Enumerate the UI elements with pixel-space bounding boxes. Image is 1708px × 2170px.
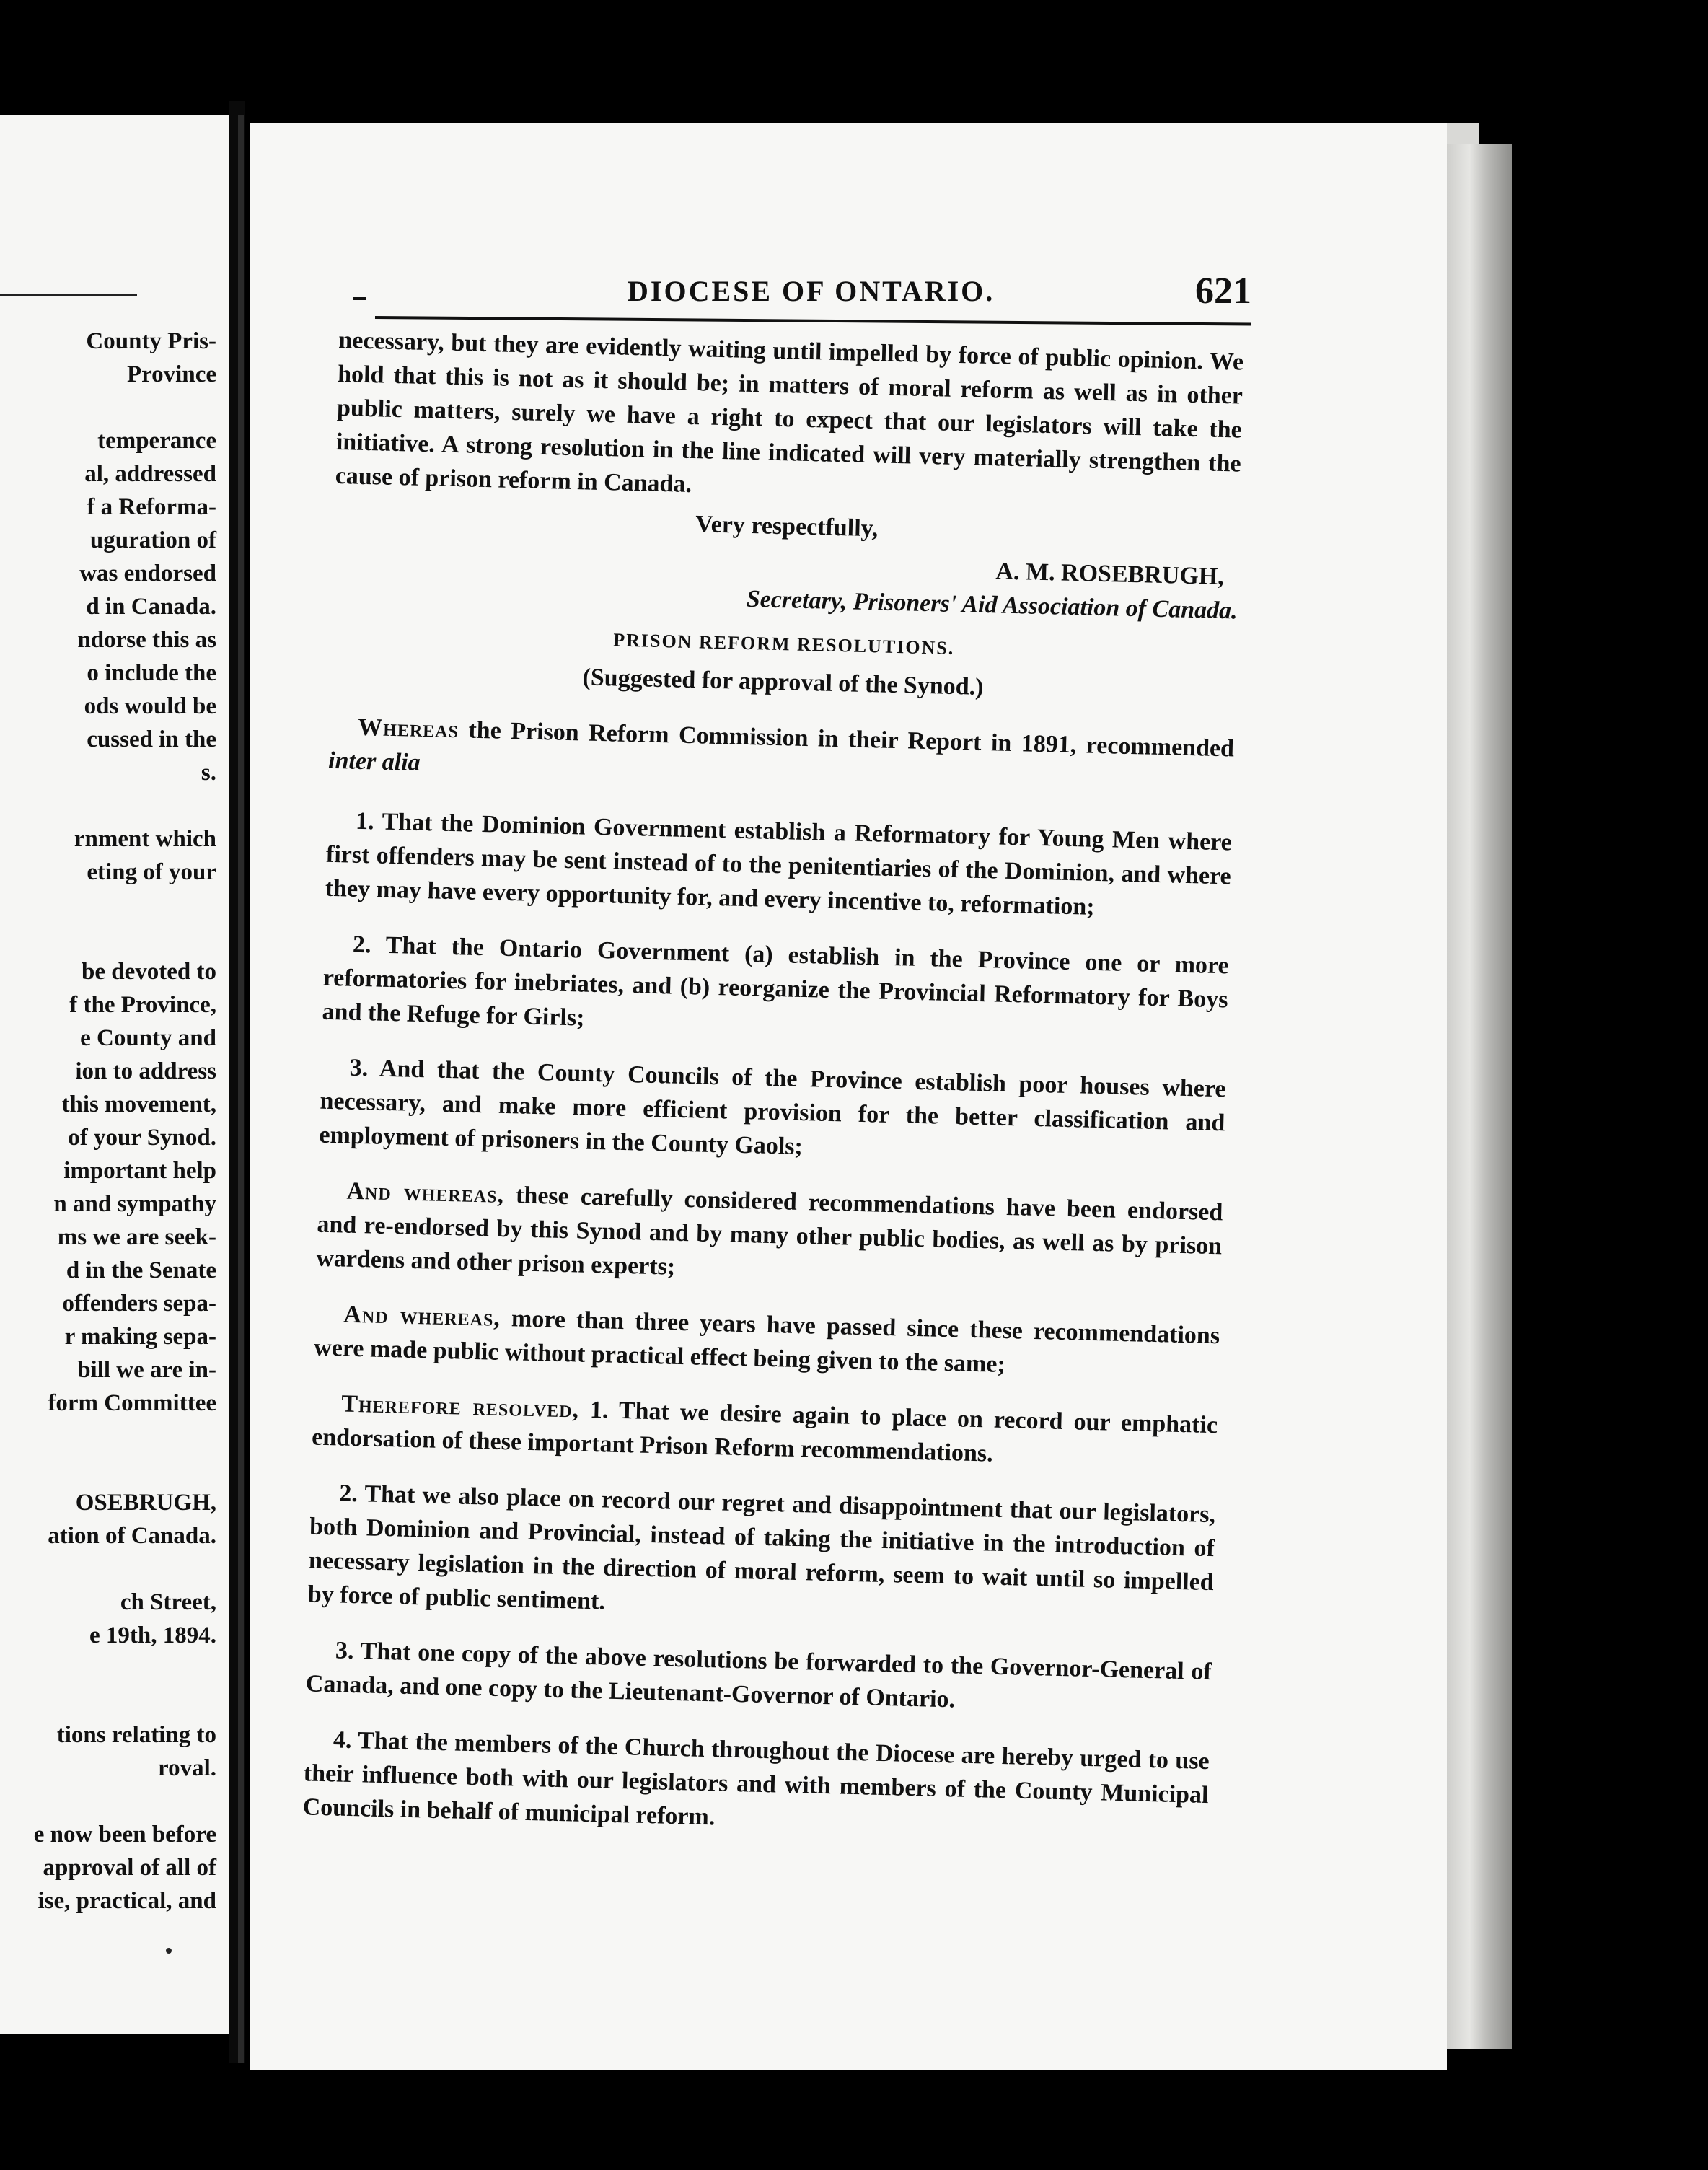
left-page-line xyxy=(0,922,216,955)
left-page-line: f a Reforma- xyxy=(87,494,216,520)
left-page-line: e now been before xyxy=(33,1822,216,1848)
left-page-line: approval of all of xyxy=(43,1855,216,1881)
left-page-line: n and sympathy xyxy=(53,1191,216,1217)
left-page-line: Province xyxy=(126,361,216,387)
letter-paragraph: necessary, but they are evidently waiting until impelled by force of public opinion. We hold that this is not as it should be; in matters of moral reform as well as in other public matters, surely we have a right to expect that our legislators will take the initiative. A strong resolution in the line indicated will very materially strengthen the cause of prison reform in Canada. xyxy=(335,326,1244,498)
left-page-line: ise, practical, and xyxy=(38,1888,216,1914)
page-fore-edge xyxy=(1447,144,1512,2049)
left-page-line: e County and xyxy=(80,1025,216,1051)
whereas-lead: Whereas xyxy=(357,713,459,744)
letter-signature: A. M. ROSEBRUGH, xyxy=(995,558,1225,591)
left-page-line: o include the xyxy=(87,660,216,686)
page-body xyxy=(302,323,1243,1846)
left-page-line: was endorsed xyxy=(79,561,216,587)
left-page-line xyxy=(0,1453,216,1486)
resolutions-heading: PRISON REFORM RESOLUTIONS. xyxy=(612,629,955,659)
left-page-line: d in the Senate xyxy=(66,1257,216,1283)
left-page-line: cussed in the xyxy=(87,726,216,752)
left-page-line: e 19th, 1894. xyxy=(89,1622,216,1648)
whereas-text: the Prison Reform Commission in their Report in 1891, recommended xyxy=(468,716,1235,763)
left-page-line: of your Synod. xyxy=(68,1125,216,1151)
header-rule xyxy=(375,316,1251,326)
letter-closing: Very respectfully, xyxy=(695,511,879,542)
inter-alia: inter alia xyxy=(327,747,421,776)
left-page-line: ation of Canada. xyxy=(48,1523,216,1549)
left-page-line xyxy=(0,391,216,424)
header-title: DIOCESE OF ONTARIO. xyxy=(628,275,995,307)
left-page-line: roval. xyxy=(158,1755,216,1781)
left-page-line xyxy=(0,789,216,822)
book-spine-shadow xyxy=(238,115,244,2063)
left-page-line xyxy=(0,1785,216,1818)
left-page-line xyxy=(0,1420,216,1453)
left-page-line: offenders sepa- xyxy=(62,1291,216,1317)
left-page-line: ods would be xyxy=(84,693,216,719)
left-page-rule xyxy=(0,294,137,296)
left-page-line: uguration of xyxy=(89,527,216,553)
left-page-line: ch Street, xyxy=(120,1589,216,1615)
left-page-line: important help xyxy=(63,1158,216,1184)
left-page-line: r making sepa- xyxy=(64,1324,216,1350)
and-whereas-lead: And whereas, xyxy=(343,1301,501,1332)
resolution-item: 3. That one copy of the above resolutions be forwarded to the Governor-General of Canada, and one copy to the Lieutenant-Governor of Ontario. xyxy=(305,1637,1212,1713)
left-page-line: s. xyxy=(201,760,216,786)
and-whereas-text: more than three years have passed since these recommendations were made public without practical effect being given to the same; xyxy=(313,1305,1220,1378)
left-page-line: County Pris- xyxy=(86,328,216,354)
left-page-line: ion to address xyxy=(75,1058,216,1084)
left-page-line: be devoted to xyxy=(82,959,216,985)
left-page xyxy=(0,115,229,2034)
left-page-text xyxy=(0,325,216,1918)
recommendation-item: 2. That the Ontario Government (a) establish in the Province one or more reformatories for inebriates, and (b) reorganize the Provincial Reformatory for Boys and the Refuge for Girls; xyxy=(322,931,1230,1032)
therefore-text: 1. That we desire again to place on record our emphatic endorsation of these important Prison Reform recommendations. xyxy=(311,1396,1218,1467)
left-page-line xyxy=(0,1652,216,1685)
left-page-line xyxy=(0,1685,216,1718)
left-page-line: f the Province, xyxy=(69,992,216,1018)
and-whereas-lead: And whereas, xyxy=(346,1177,505,1208)
left-page-line xyxy=(0,889,216,922)
left-page-line: rnment which xyxy=(74,826,216,852)
left-page-line: temperance xyxy=(97,428,216,454)
left-page-line: tions relating to xyxy=(56,1722,216,1748)
left-page-line: d in Canada. xyxy=(86,594,216,620)
resolution-item: 4. That the members of the Church throughout the Diocese are hereby urged to use their influence both with our legislators and with members of the County Municipal Councils in behalf of municipal reform. xyxy=(302,1726,1210,1831)
letter-signature-title: Secretary, Prisoners' Aid Association of Canada. xyxy=(746,585,1238,625)
left-page-line xyxy=(0,1552,216,1586)
left-page-line: this movement, xyxy=(61,1091,216,1117)
left-page-line: bill we are in- xyxy=(77,1357,216,1383)
therefore-lead: Therefore resolved, xyxy=(340,1390,580,1423)
recommendation-item: 1. That the Dominion Government establish a Reformatory for Young Men where first offenders may be sent instead of to the penitentiaries of the Dominion, and where they may have every opportunity for, and every incentive to, reformation; xyxy=(325,807,1233,921)
running-header xyxy=(339,271,1251,325)
left-page-line: al, addressed xyxy=(84,461,216,487)
resolutions-subheading: (Suggested for approval of the Synod.) xyxy=(582,664,984,700)
left-page-line: ndorse this as xyxy=(77,627,216,653)
left-page-line: ms we are seek- xyxy=(57,1224,216,1250)
left-page-line: OSEBRUGH, xyxy=(75,1490,216,1516)
speck-mark xyxy=(166,1948,172,1954)
recommendation-item: 3. And that the County Councils of the Province establish poor houses where necessary, and make more efficient provision for the better classification and employment of prisoners in the County Gaols; xyxy=(319,1054,1226,1161)
left-page-line: eting of your xyxy=(87,859,216,885)
left-page-line: form Committee xyxy=(48,1390,216,1416)
page-number: 621 xyxy=(1195,271,1251,312)
and-whereas-text: these carefully considered recommendations have been endorsed and re-endorsed by this Synod and by many other public bodies, as well as by prison wardens and other prison experts; xyxy=(315,1182,1223,1281)
resolution-item: 2. That we also place on record our regret and disappointment that our legislators, both Dominion and Provincial, instead of taking the initiative in the introduction of necessary legislation in the direction of moral reform, seem to wait until so impelled by force of public sentiment. xyxy=(307,1480,1216,1615)
header-dash xyxy=(353,297,366,300)
